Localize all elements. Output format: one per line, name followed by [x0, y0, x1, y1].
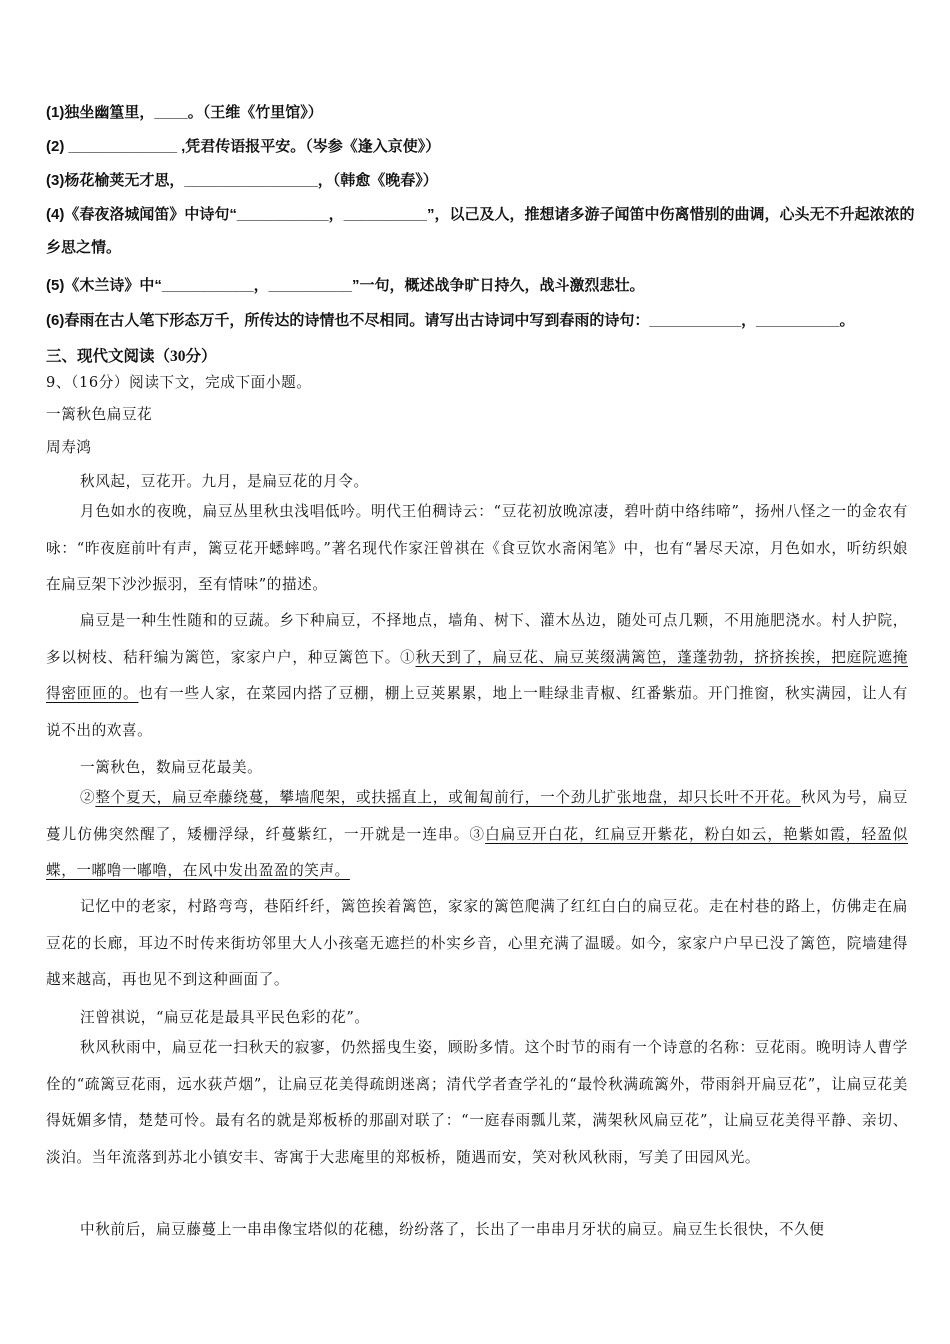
paragraph-8: 秋风秋雨中，扁豆花一扫秋天的寂寥，仍然摇曳生姿，顾盼多情。这个时节的雨有一个诗意的名称：豆花雨。晚明诗人曹学佺的“疏篱豆花雨，远水荻芦烟”，让扁豆花美得疏朗迷离；清代学者查学礼的“最怜秋满疏篱外，带雨斜开扁豆花”，让扁豆花美得妩媚多情，楚楚可怜。最有名的就是郑板桥的那副对联了：“一庭春雨瓢儿菜，满架秋风扁豆花”，让扁豆花美得平静、亲切、淡泊。当年流落到苏北小镇安丰、寄寓于大悲庵里的郑板桥，随遇而安，笑对秋风秋雨，写美了田园风光。	[46, 1039, 908, 1166]
paragraph-1: 秋风起，豆花开。九月，是扁豆花的月令。	[80, 473, 369, 490]
article-author: 周寿鸿	[46, 439, 92, 456]
paragraph-2: 月色如水的夜晚，扁豆丛里秋虫浅唱低吟。明代王伯稠诗云：“豆花初放晚凉凄，碧叶荫中络纬啼”，扬州八怪之一的金农有咏：“昨夜庭前叶有声，篱豆花开蟋蟀鸣。”著名现代作家汪曾祺在《食豆饮水斋闲笔》中，也有“暑尽天凉，月色如水，听纺织娘在扁豆架下沙沙振羽，至有情味”的描述。	[46, 503, 908, 593]
article-title: 一篱秋色扁豆花	[46, 406, 153, 423]
paragraph-9: 中秋前后，扁豆藤蔓上一串串像宝塔似的花穗，纷纷落了，长出了一串串月牙状的扁豆。扁豆生长很快，不久便	[80, 1221, 825, 1238]
fill-question-5: (5)《木兰诗》中“___________，__________”一句，概述战争旷日持久，战斗激烈悲壮。	[46, 277, 645, 294]
paragraph-5-part: 秋风为号，扁豆蔓儿仿佛突然醒了，矮栅浮绿，纤蔓紫红，一开就是一连串。③	[46, 789, 909, 843]
section-title: 三、现代文阅读（30分）	[46, 348, 217, 365]
paragraph-5	[46, 780, 908, 890]
paragraph-3-part-1: 扁豆是一种生性随和的豆蔬。乡下种扁豆，不择地点，墙角、树下、灌木丛边，随处可点几颗，不用施肥浇水。村人护院，多以树枝、秸秆编为篱笆，家家户户，种豆篱笆下。①	[46, 612, 908, 666]
fill-question-2: (2) _____________ ,凭君传语报平安。（岑参《逢入京使》）	[46, 138, 441, 155]
paragraph-4: 一篱秋色，数扁豆花最美。	[80, 759, 263, 776]
underlined-sentence-1: 秋天到了，扁豆花、扁豆荚缀满篱笆，蓬蓬勃勃，挤挤挨挨，把庭院遮掩得密匝匝的。	[46, 648, 908, 702]
underlined-sentence-3: 白扁豆开白花，红扁豆开紫花，粉白如云，艳紫如霞，轻盈似蝶，一嘟噜一嘟噜，在风中发出盈盈的笑声。	[46, 825, 909, 879]
marker-2: ②	[80, 789, 96, 806]
paragraph-6: 记忆中的老家，村路弯弯，巷陌纤纤，篱笆挨着篱笆，家家的篱笆爬满了红红白白的扁豆花。走在村巷的路上，仿佛走在扁豆花的长廊，耳边不时传来街坊邻里大人小孩毫无遮拦的朴实乡音，心里充满了温暖。如今，家家户户早已没了篱笆，院墙建得越来越高，再也见不到这种画面了。	[46, 898, 908, 988]
paragraph-7: 汪曾祺说，“扁豆花是最具平民色彩的花”。	[80, 1009, 370, 1026]
paragraph-3-part-2: 也有一些人家，在菜园内搭了豆棚，棚上豆荚累累，地上一畦绿韭青椒、红番紫茄。开门推窗，秋实满园，让人有说不出的欢喜。	[46, 685, 908, 739]
fill-question-3: (3)杨花榆荚无才思，________________，（韩愈《晚春》）	[46, 172, 438, 189]
fill-question-4: (4)《春夜洛城闻笛》中诗句“___________，__________”，以己及人，推想诸多游子闻笛中伤离惜别的曲调，心头无不升起浓浓的乡思之情。	[46, 206, 915, 256]
question-intro: 9、（16分）阅读下文，完成下面小题。	[46, 374, 312, 391]
fill-question-6: (6)春雨在古人笔下形态万千，所传达的诗情也不尽相同。请写出古诗词中写到春雨的诗句：___________，__________。	[46, 312, 855, 329]
paragraph-3	[46, 603, 908, 749]
fill-question-1: (1)独坐幽篁里，____。（王维《竹里馆》）	[46, 104, 323, 121]
underlined-sentence-2: 整个夏天，扁豆牵藤绕蔓，攀墙爬架，或扶摇直上，或匍匐前行，一个劲儿扩张地盘，却只长叶不开花。	[95, 789, 801, 806]
